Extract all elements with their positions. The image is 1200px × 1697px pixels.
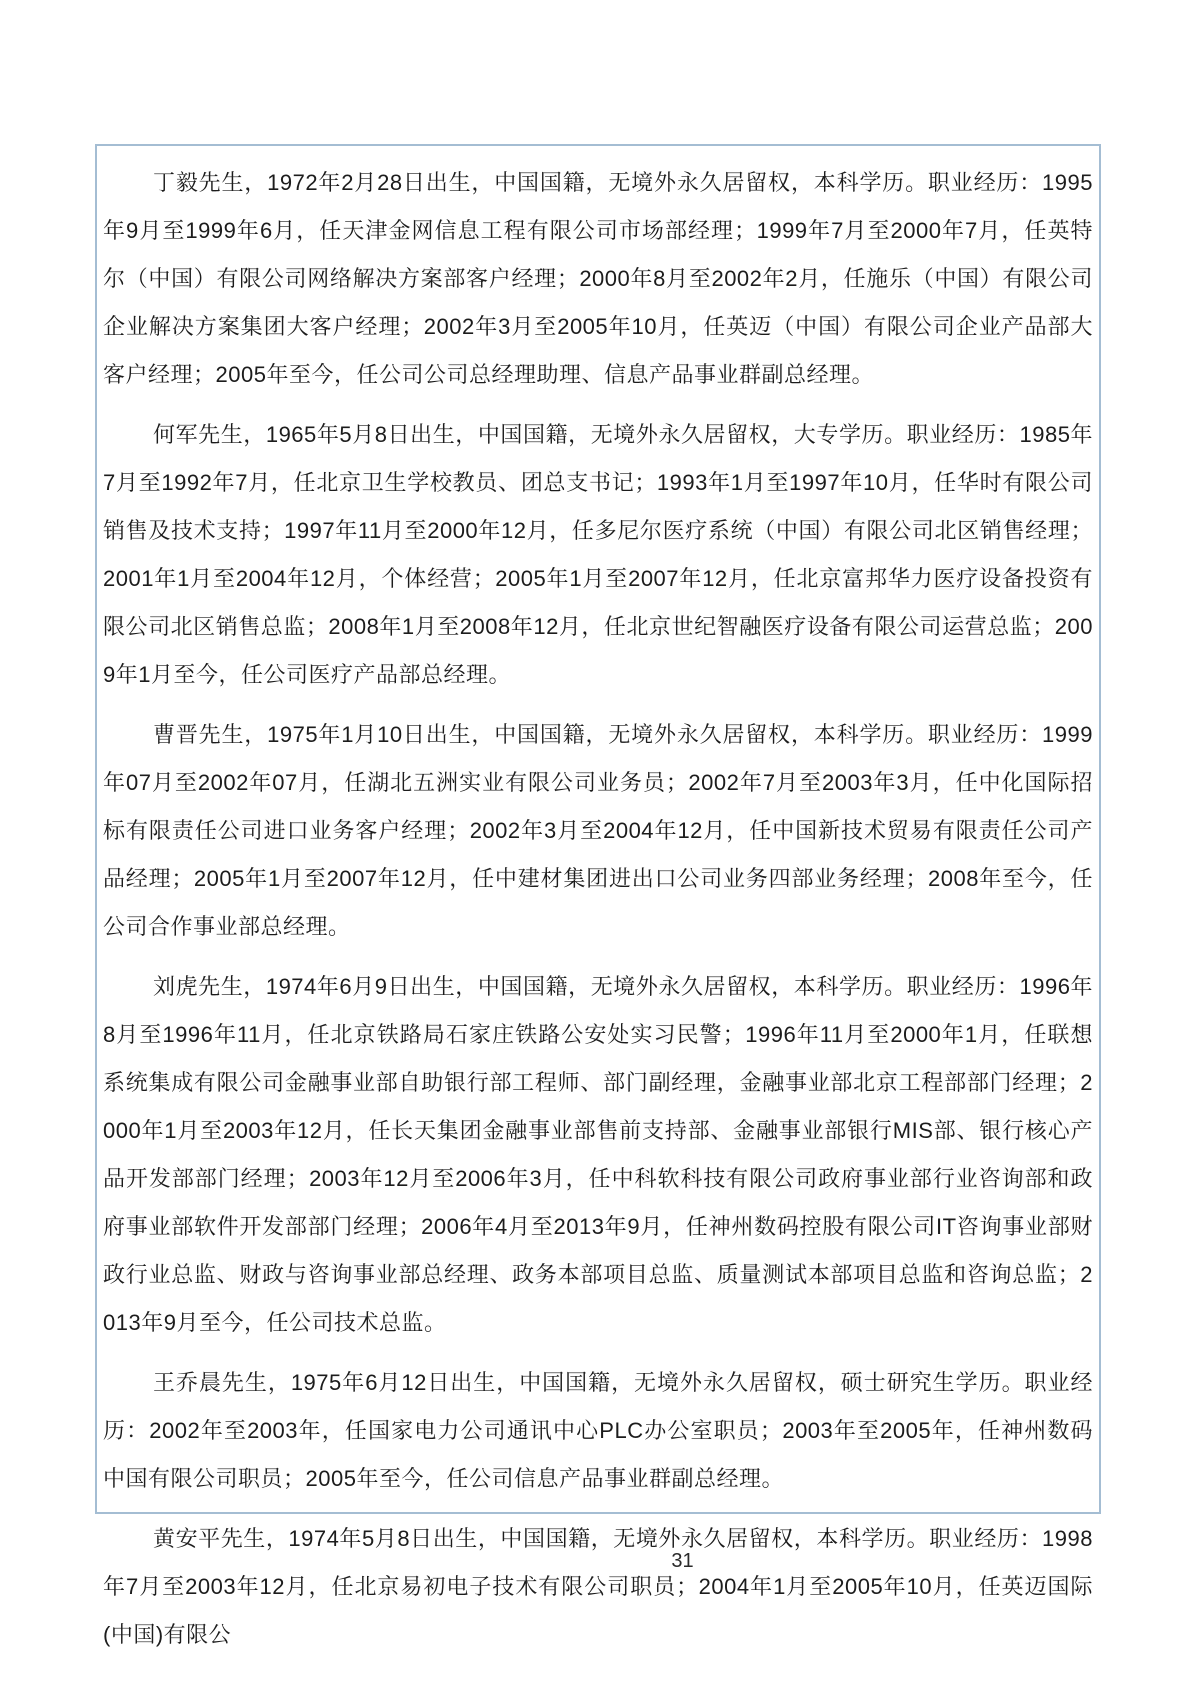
bio-paragraph: 刘虎先生，1974年6月9日出生，中国国籍，无境外永久居留权，本科学历。职业经历：1996年8月至1996年11月，任北京铁路局石家庄铁路公安处实习民警；1996年11月至2000年1月，任联想系统集成有限公司金融事业部自助银行部工程师、部门副经理，金融事业部北京工程部部门经理；2000年1月至2003年12月，任长天集团金融事业部售前支持部、金融事业部银行MIS部、银行核心产品开发部部门经理；2003年12月至2006年3月，任中科软科技有限公司政府事业部行业咨询部和政府事业部软件开发部部门经理；2006年4月至2013年9月，任神州数码控股有限公司IT咨询事业部财政行业总监、财政与咨询事业部总经理、政务本部项目总监、质量测试本部项目总监和咨询总监；2013年9月至今，任公司技术总监。 xyxy=(103,974,1093,1335)
bio-paragraph: 丁毅先生，1972年2月28日出生，中国国籍，无境外永久居留权，本科学历。职业经历：1995年9月至1999年6月，任天津金网信息工程有限公司市场部经理；1999年7月至2000年7月，任英特尔（中国）有限公司网络解决方案部客户经理；2000年8月至2002年2月，任施乐（中国）有限公司企业解决方案集团大客户经理；2002年3月至2005年10月，任英迈（中国）有限公司企业产品部大客户经理；2005年至今，任公司公司总经理助理、信息产品事业群副总经理。 xyxy=(103,170,1093,387)
bio-paragraph: 曹晋先生，1975年1月10日出生，中国国籍，无境外永久居留权，本科学历。职业经历：1999年07月至2002年07月，任湖北五洲实业有限公司业务员；2002年7月至2003年3月，任中化国际招标有限责任公司进口业务客户经理；2002年3月至2004年12月，任中国新技术贸易有限责任公司产品经理；2005年1月至2007年12月，任中建材集团进出口公司业务四部业务经理；2008年至今，任公司合作事业部总经理。 xyxy=(103,722,1093,939)
bio-paragraph: 黄安平先生，1974年5月8日出生，中国国籍，无境外永久居留权，本科学历。职业经历：1998年7月至2003年12月，任北京易初电子技术有限公司职员；2004年1月至2005年10月，任英迈国际(中国)有限公 xyxy=(103,1526,1093,1647)
page-number: 31 xyxy=(671,1550,694,1572)
bio-paragraph: 何军先生，1965年5月8日出生，中国国籍，无境外永久居留权，大专学历。职业经历：1985年7月至1992年7月，任北京卫生学校教员、团总支书记；1993年1月至1997年10月，任华时有限公司销售及技术支持；1997年11月至2000年12月，任多尼尔医疗系统（中国）有限公司北区销售经理；2001年1月至2004年12月，个体经营；2005年1月至2007年12月，任北京富邦华力医疗设备投资有限公司北区销售总监；2008年1月至2008年12月，任北京世纪智融医疗设备有限公司运营总监；2009年1月至今，任公司医疗产品部总经理。 xyxy=(103,422,1093,687)
bio-paragraphs xyxy=(103,159,1093,1659)
bio-paragraph: 王乔晨先生，1975年6月12日出生，中国国籍，无境外永久居留权，硕士研究生学历。职业经历：2002年至2003年，任国家电力公司通讯中心PLC办公室职员；2003年至2005年，任神州数码中国有限公司职员；2005年至今，任公司信息产品事业群副总经理。 xyxy=(103,1370,1093,1491)
